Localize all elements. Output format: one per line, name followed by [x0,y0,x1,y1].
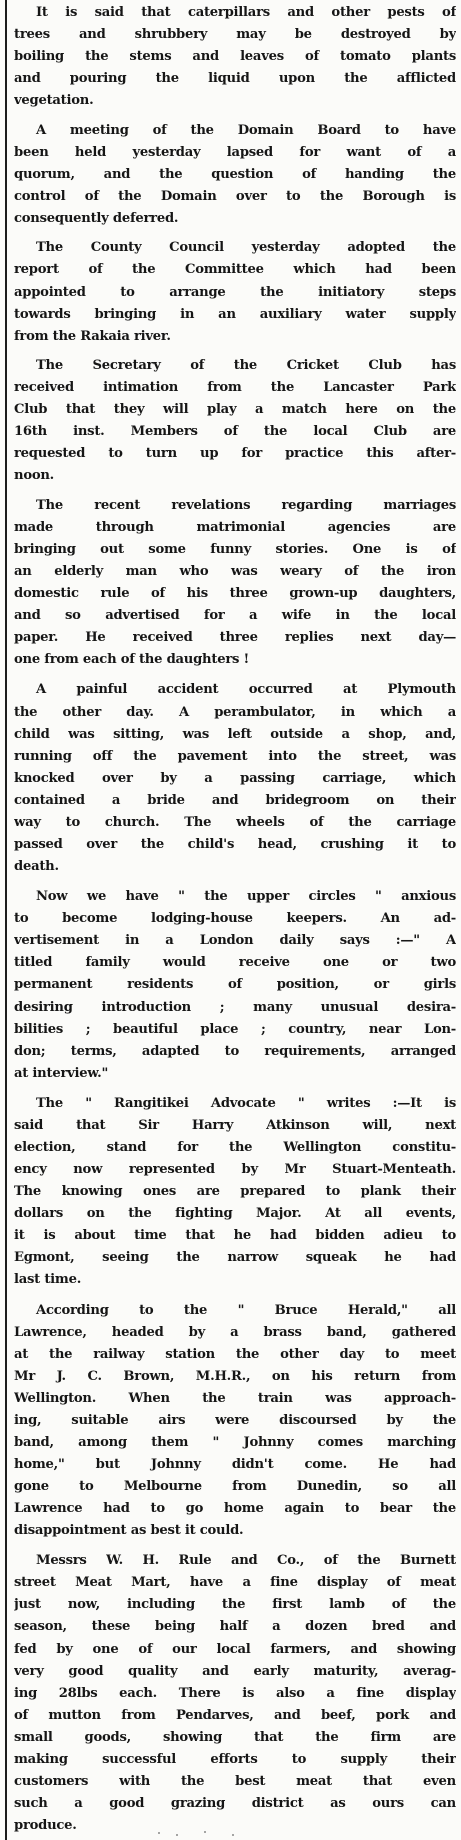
text-line: received intimation from the Lancaster Park [14,380,456,396]
print-speck [232,1834,234,1836]
text-line: The Secretary of the Cricket Club has [36,358,456,374]
text-line: Messrs W. H. Rule and Co., of the Burnett [36,1553,456,1569]
text-line: domestic rule of his three grown-up daughters, [14,586,456,602]
text-line: Wellington. When the train was approach- [14,1390,456,1406]
text-line: one from each of the daughters ! [14,652,250,668]
text-line: produce. [14,1818,77,1834]
text-line: from the Rakaia river. [14,328,171,344]
text-line: The County Council yesterday adopted the [36,240,456,256]
news-paragraph [14,237,456,347]
text-line: dollars on the fighting Major. At all events, [14,1206,456,1222]
news-paragraph [14,355,456,487]
text-line: disappointment as best it could. [14,1523,244,1539]
text-line: gone to Melbourne from Dunedin, so all [14,1479,456,1495]
text-line: report of the Committee which had been [14,262,456,278]
text-line: running off the pavement into the street, was [14,748,456,764]
text-line: Egmont, seeing the narrow squeak he had [14,1250,456,1266]
text-line: child was sitting, was left outside a shop, and, [14,726,456,742]
text-line: knocked over by a passing carriage, which [14,770,456,786]
text-line: said that Sir Harry Atkinson will, next [14,1117,456,1133]
text-line: The recent revelations regarding marriages [36,497,456,513]
news-paragraph [14,1300,456,1543]
news-paragraph [14,1093,456,1292]
text-line: and so advertised for a wife in the local [14,608,456,624]
text-line: fed by one of our local farmers, and showing [14,1641,456,1657]
text-line: The knowing ones are prepared to plank their [14,1184,456,1200]
text-line: 16th inst. Members of the local Club are [14,424,456,440]
text-line: consequently deferred. [14,210,179,226]
news-paragraph [14,679,456,878]
text-line: and pouring the liquid upon the afflicted [14,71,456,87]
text-line: A meeting of the Domain Board to have [36,122,456,138]
text-line: The " Rangitikei Advocate " writes :—It is [36,1095,456,1111]
text-line: such a good grazing district as ours can [14,1795,456,1811]
text-line: bilities ; beautiful place ; country, near Lon- [14,1021,456,1037]
print-speck [204,1831,206,1833]
text-line: season, these being half a dozen bred and [14,1619,456,1635]
text-line: control of the Domain over to the Borough is [14,188,456,204]
column-rule [5,0,7,1840]
text-line: noon. [14,468,55,484]
text-line: paper. He received three replies next day— [14,630,456,646]
text-line: to become lodging-house keepers. An ad- [14,911,456,927]
text-line: trees and shrubbery may be destroyed by [14,27,456,43]
news-paragraph [14,2,456,112]
text-line: street Meat Mart, have a fine display of meat [14,1575,456,1591]
text-line: Mr J. C. Brown, M.H.R., on his return from [14,1368,456,1384]
text-line: Lawrence, headed by a brass band, gathered [14,1324,456,1340]
news-paragraph [14,495,456,672]
text-line: of mutton from Pendarves, and beef, pork and [14,1707,456,1723]
text-line: last time. [14,1272,82,1288]
text-line: election, stand for the Wellington constitu- [14,1140,456,1156]
text-line: ency now represented by Mr Stuart-Menteath. [14,1162,456,1178]
print-speck [158,1832,160,1834]
text-line: Lawrence had to go home again to bear the [14,1501,456,1517]
text-line: an elderly man who was weary of the iron [14,563,456,579]
text-line: customers with the best meat that even [14,1773,456,1789]
text-line: vegetation. [14,93,94,109]
text-line: very good quality and early maturity, averag- [14,1663,456,1679]
text-line: permanent residents of position, or girls [14,977,456,993]
news-paragraph [14,120,456,230]
text-line: ing 28lbs each. There is also a fine display [14,1685,456,1701]
text-line: been held yesterday lapsed for want of a [14,144,456,160]
text-line: According to the " Bruce Herald," all [36,1302,456,1318]
text-line: A painful accident occurred at Plymouth [36,682,456,698]
text-line: passed over the child's head, crushing it to [14,836,456,852]
text-line: titled family would receive one or two [14,955,456,971]
text-line: ing, suitable airs were discoursed by the [14,1412,456,1428]
text-line: the other day. A perambulator, in which a [14,704,456,720]
text-line: towards bringing in an auxiliary water supply [14,306,456,322]
text-line: vertisement in a London daily says :—" A [14,933,456,949]
text-line: at the railway station the other day to meet [14,1346,456,1362]
text-line: boiling the stems and leaves of tomato plants [14,49,456,65]
text-line: appointed to arrange the initiatory steps [14,284,456,300]
text-line: don; terms, adapted to requirements, arranged [14,1043,456,1059]
text-line: just now, including the first lamb of the [14,1597,456,1613]
text-line: It is said that caterpillars and other pests of [36,5,456,20]
text-line: Now we have " the upper circles " anxious [36,889,456,905]
text-line: small goods, showing that the firm are [14,1729,456,1745]
text-line: making successful efforts to supply their [14,1751,456,1767]
text-line: band, among them " Johnny comes marching [14,1434,456,1450]
text-line: quorum, and the question of handing the [14,166,456,182]
news-paragraph [14,886,456,1085]
text-line: Club that they will play a match here on the [14,402,456,418]
text-line: way to church. The wheels of the carriage [14,814,456,830]
text-line: it is about time that he had bidden adieu to [14,1228,456,1244]
text-line: contained a bride and bridegroom on their [14,792,456,808]
news-paragraph [14,1550,456,1837]
text-line: home," but Johnny didn't come. He had [14,1457,456,1473]
text-line: death. [14,858,59,874]
text-line: requested to turn up for practice this after- [14,446,456,462]
text-line: made through matrimonial agencies are [14,519,456,535]
text-line: bringing out some funny stories. One is of [14,541,456,557]
text-line: at interview." [14,1065,109,1081]
text-line: desiring introduction ; many unusual desira- [14,999,456,1015]
print-speck [176,1834,178,1836]
